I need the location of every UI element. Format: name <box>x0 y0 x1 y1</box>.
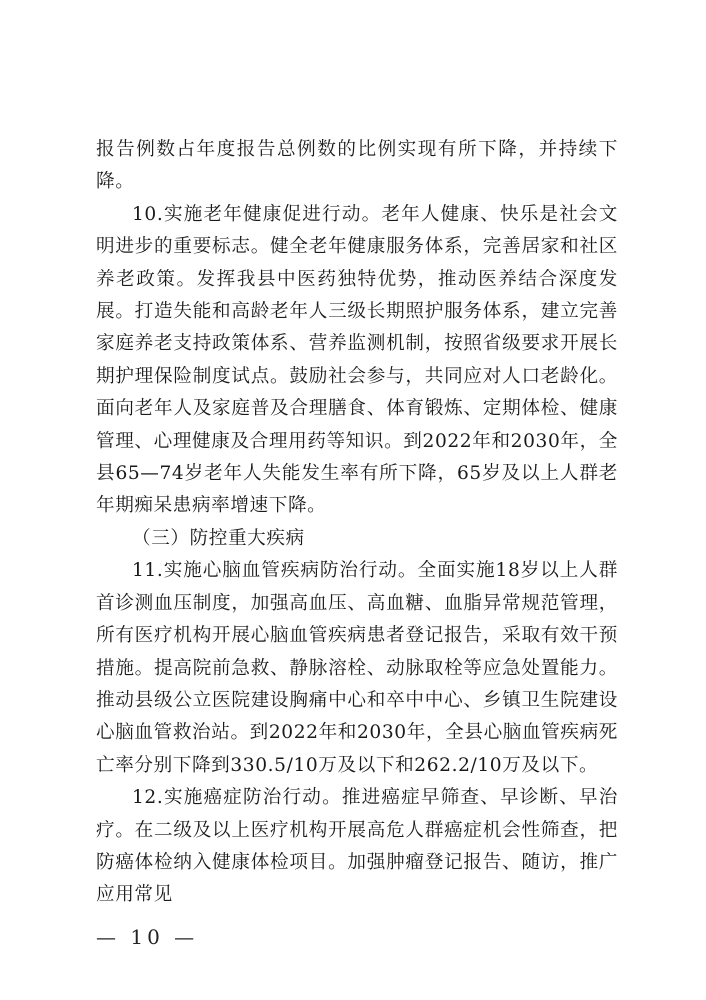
paragraph-item-12: 12.实施癌症防治行动。推进癌症早筛查、早诊断、早治疗。在二级及以上医疗机构开展高危人群癌症机会性筛查，把防癌体检纳入健康体检项目。加强肿瘤登记报告、随访，推广应用常见 <box>96 787 618 906</box>
paragraph-item-10: 10.实施老年健康促进行动。老年人健康、快乐是社会文明进步的重要标志。健全老年健康服务体系，完善居家和社区养老政策。发挥我县中医药独特优势，推动医养结合深度发展。打造失能和高龄老年人三级长期照护服务体系，建立完善家庭养老支持政策体系、营养监测机制，按照省级要求开展长期护理保险制度试点。鼓励社会参与，共同应对人口老龄化。面向老年人及家庭普及合理膳食、体育锻炼、定期体检、健康管理、心理健康及合理用药等知识。到2022年和2030年，全县65—74岁老年人失能发生率有所下降，65岁及以上人群老年期痴呆患病率增速下降。 <box>96 203 618 517</box>
page-number: — 10 — <box>96 925 199 949</box>
document-body <box>96 134 618 912</box>
paragraph-continuation: 报告例数占年度报告总例数的比例实现有所下降，并持续下降。 <box>96 139 618 193</box>
paragraph-item-11: 11.实施心脑血管疾病防治行动。全面实施18岁以上人群首诊测血压制度，加强高血压、高血糖、血脂异常规范管理，所有医疗机构开展心脑血管疾病患者登记报告，采取有效干预措施。提高院前急救、静脉溶栓、动脉取栓等应急处置能力。推动县级公立医院建设胸痛中心和卒中中心、乡镇卫生院建设心脑血管救治站。到2022年和2030年，全县心脑血管疾病死亡率分别下降到330.5/10万及以下和262.2/10万及以下。 <box>96 560 618 776</box>
section-heading: （三）防控重大疾病 <box>132 527 305 549</box>
